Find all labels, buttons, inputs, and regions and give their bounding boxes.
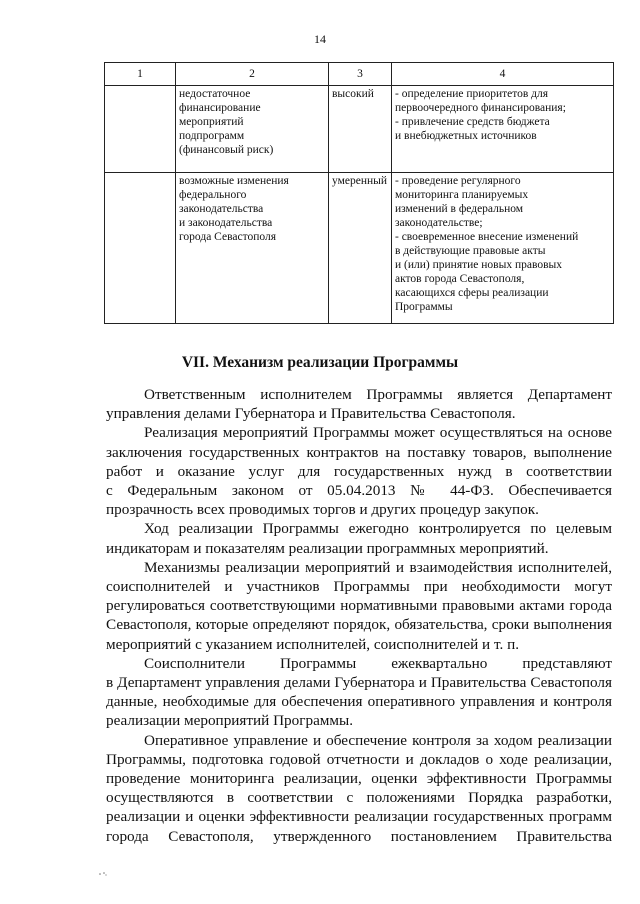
page-number: 14 [314, 32, 326, 46]
paragraph-line: Ход реализации Программы ежегодно контролируется по целевым [144, 520, 612, 538]
risk-line: законодательства [179, 203, 264, 215]
header-cell-4: 4 [392, 63, 614, 86]
paragraph-line: Механизмы реализации мероприятий и взаимодействия исполнителей, [144, 558, 612, 576]
measure-line: Программы [395, 301, 453, 313]
table-row [105, 173, 614, 324]
risk-line: возможные изменения [179, 175, 289, 187]
row2-measures-cell [392, 173, 614, 324]
row1-level-cell: высокий [329, 86, 392, 173]
paragraph-line: Реализация мероприятий Программы может осуществляться на основе [144, 424, 612, 442]
row1-measures-cell [392, 86, 614, 173]
header-cell-2: 2 [176, 63, 329, 86]
paragraph-line: проведение мониторинга реализации, оценки эффективности Программы [106, 770, 612, 788]
paragraph-line: в Департамент управления делами Губернатора и Правительства Севастополя [106, 674, 612, 692]
section-title: VII. Механизм реализации Программы [181, 354, 459, 371]
risk-line: мероприятий [179, 116, 244, 128]
risk-line: недостаточное [179, 88, 251, 100]
measure-line: - привлечение средств бюджета [395, 116, 550, 128]
paragraph-line: города Севастополя, утвержденного постановлением Правительства [106, 827, 612, 845]
paragraph-line: реализации и оценки эффективности реализации государственных программ [106, 808, 612, 826]
measure-line: законодательстве; [395, 217, 483, 229]
table-header-row [105, 63, 614, 86]
paragraph-line: данные, необходимые для обеспечения оперативного управления и контроля [106, 693, 612, 711]
measure-line: - проведение регулярного [395, 175, 521, 187]
paragraph-line: заключения государственных контрактов на поставку товаров, выполнение [106, 443, 612, 461]
measure-line: и внебюджетных источников [395, 130, 537, 142]
row1-col1-cell [105, 86, 176, 173]
risk-line: и законодательства [179, 217, 273, 229]
paragraph-line: Программы, подготовка годовой отчетности и докладов о ходе реализации, [106, 750, 612, 768]
row2-risk-cell [176, 173, 329, 324]
measure-line: мониторинга планируемых [395, 189, 529, 201]
measure-line: касающихся сферы реализации [395, 287, 549, 299]
paragraph-line: с Федеральным законом от 05.04.2013 № 44-ФЗ. Обеспечивается [106, 482, 612, 500]
row2-col1-cell [105, 173, 176, 324]
measure-line: - своевременное внесение изменений [395, 231, 579, 243]
paragraph-line: реализации мероприятий Программы. [106, 712, 354, 730]
row2-level-cell: умеренный [329, 173, 392, 324]
risk-table [104, 62, 614, 324]
header-cell-3: 3 [329, 63, 392, 86]
header-cell-1: 1 [105, 63, 176, 86]
paragraph-line: Ответственным исполнителем Программы является Департамент [144, 386, 612, 403]
paragraph-line: регулироваться соответствующими нормативными правовыми актами города [106, 597, 612, 615]
measure-line: изменений в федеральном [395, 203, 524, 215]
measure-line: актов города Севастополя, [395, 273, 525, 285]
risk-line: финансирование [179, 102, 261, 114]
paragraph-line: Оперативное управление и обеспечение контроля за ходом реализации [144, 731, 612, 749]
paragraph-line: соисполнителей и участников Программы при необходимости могут [106, 578, 612, 596]
paragraph-line: прозрачность всех проводимых торгов и других процедур закупок. [106, 501, 539, 519]
measure-line: и (или) принятие новых правовых [395, 259, 562, 271]
scan-artifact-mark [98, 870, 108, 880]
risk-line: подпрограмм [179, 130, 245, 142]
paragraph-line: управления делами Губернатора и Правительства Севастополя. [106, 405, 516, 423]
risk-line: федерального [179, 189, 247, 201]
measure-line: в действующие правовые акты [395, 245, 546, 257]
body-text [106, 385, 612, 846]
paragraph-line: индикаторам и показателям реализации программных мероприятий. [106, 539, 549, 557]
paragraph-line: осуществляются в соответствии с положениями Порядка разработки, [106, 789, 612, 807]
paragraph-line: мероприятий с указанием исполнителей, соисполнителей и т. п. [106, 635, 519, 653]
measure-line: - определение приоритетов для [395, 88, 549, 100]
paragraph-line: работ и оказание услуг для государственных нужд в соответствии [106, 462, 612, 480]
paragraph-line: Севастополя, которые определяют порядок, обязательства, сроки выполнения [106, 616, 612, 634]
risk-line: города Севастополя [179, 231, 276, 243]
row1-risk-cell [176, 86, 329, 173]
table-row [105, 86, 614, 173]
paragraph-line: Соисполнители Программы ежеквартально представляют [144, 654, 612, 672]
risk-line: (финансовый риск) [179, 144, 274, 156]
measure-line: первоочередного финансирования; [395, 102, 566, 114]
